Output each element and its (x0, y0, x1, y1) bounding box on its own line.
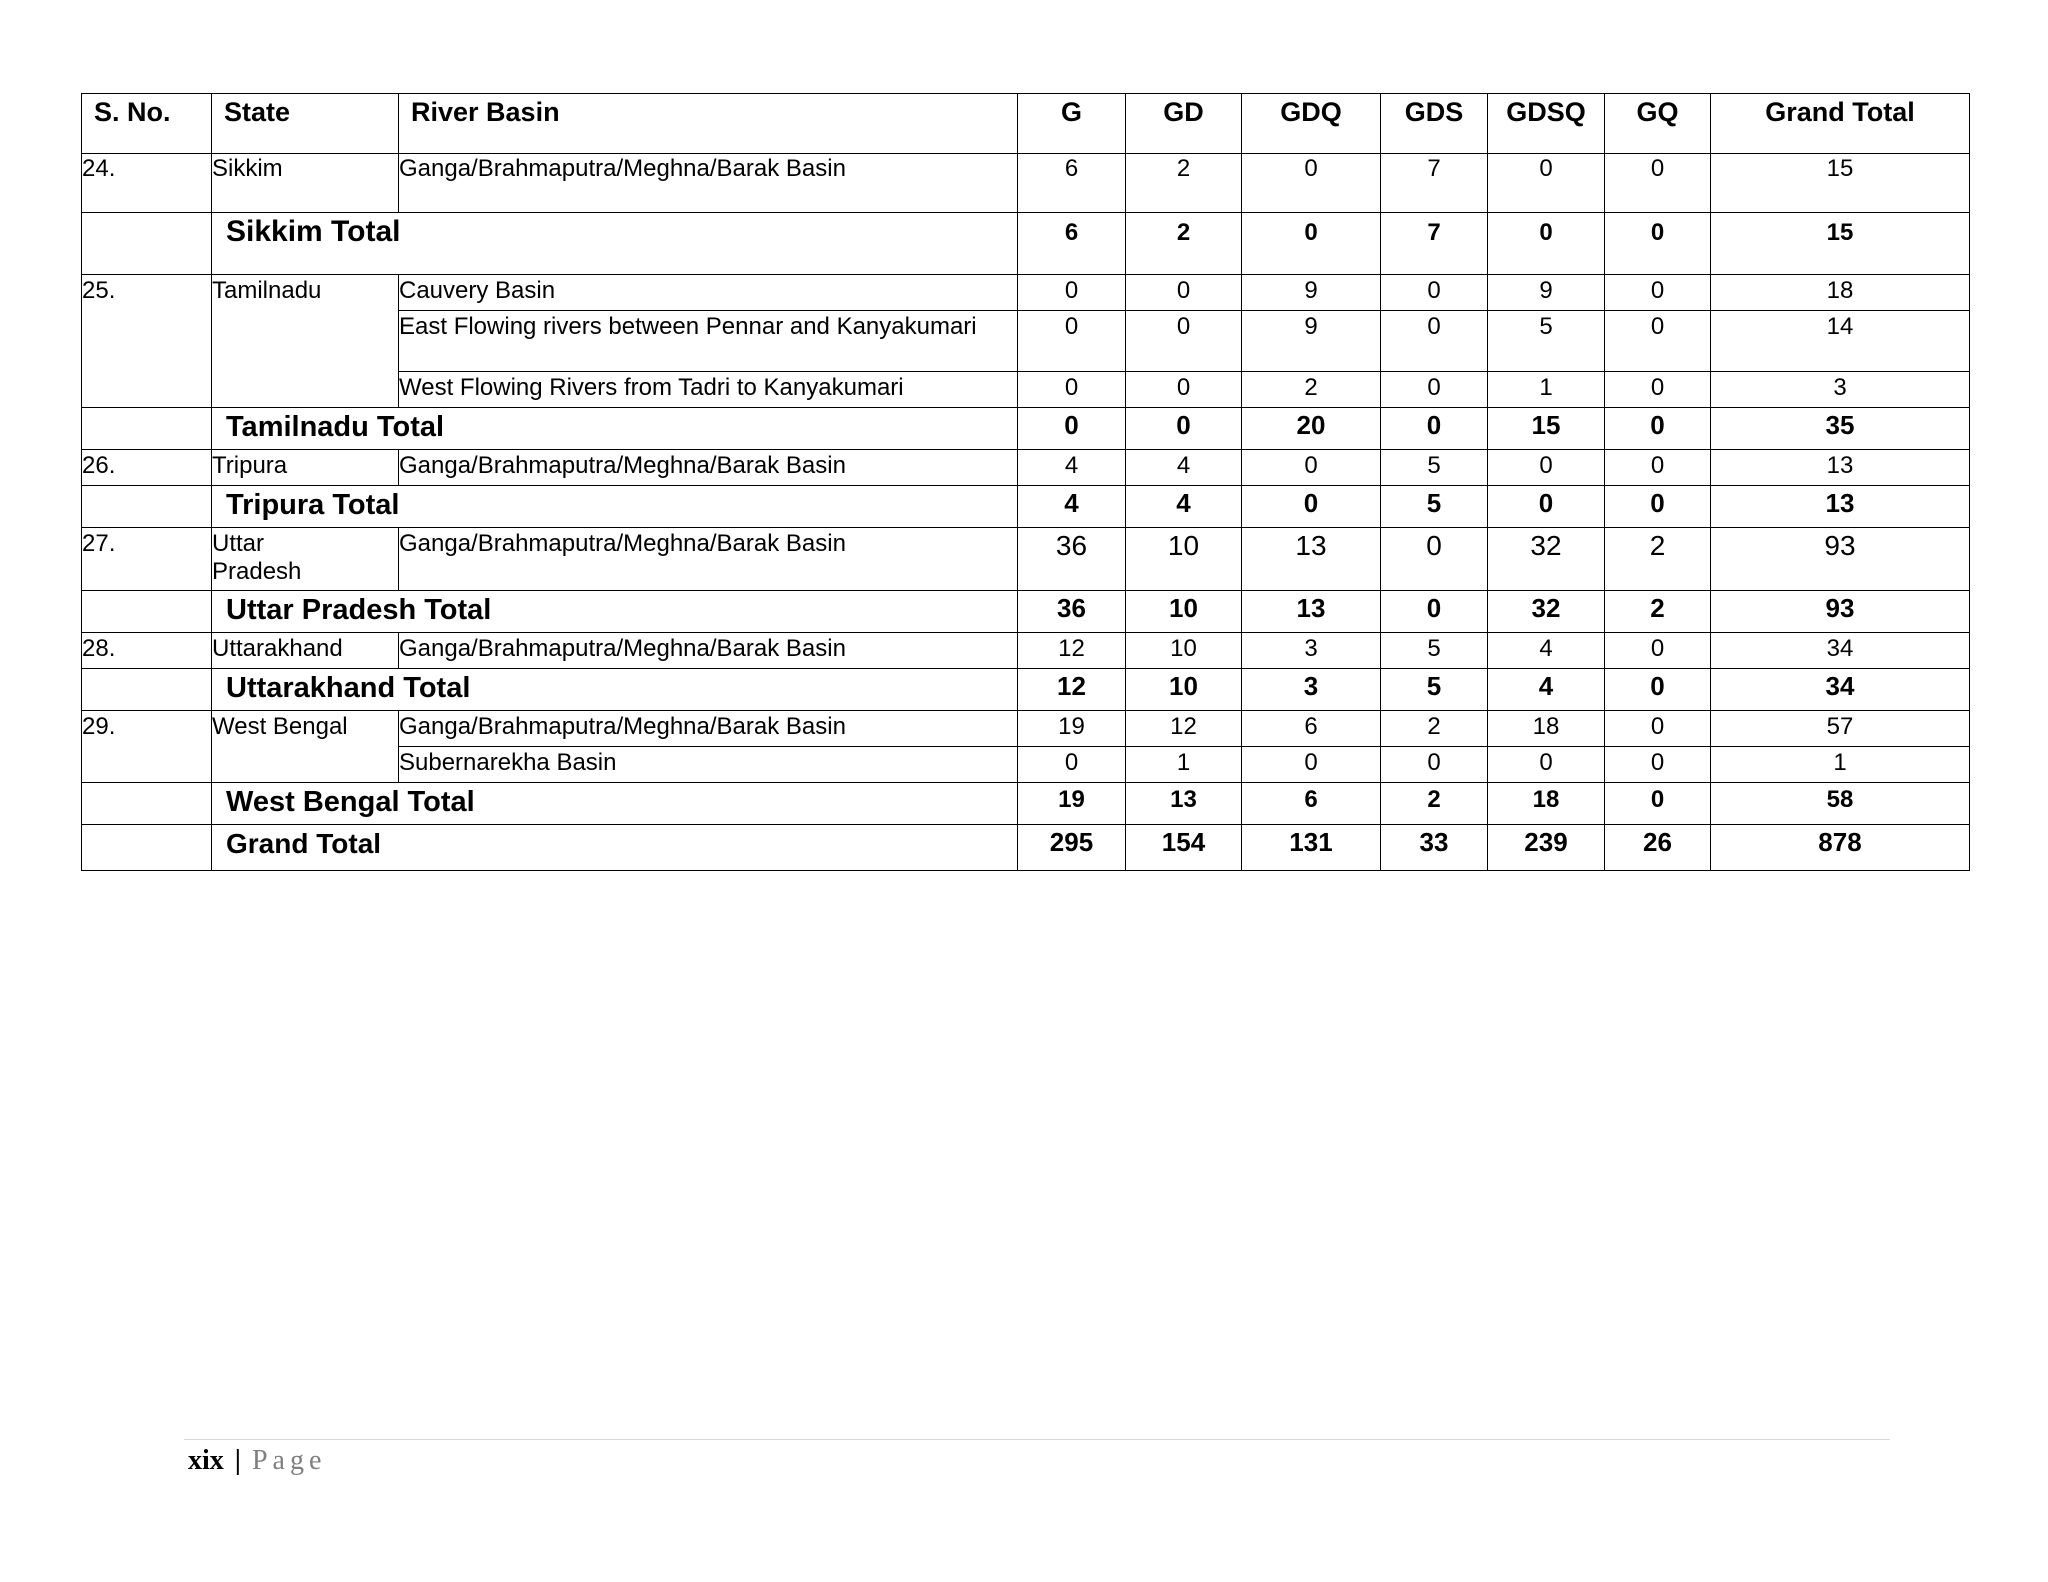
value-gdsq: 0 (1488, 154, 1605, 213)
value-g: 6 (1018, 213, 1126, 275)
value-gq: 0 (1605, 408, 1711, 450)
river-basin-table (81, 93, 1970, 871)
value-grand-total: 93 (1711, 591, 1970, 633)
value-gdq: 0 (1242, 747, 1381, 783)
state-cell: West Bengal (212, 711, 399, 783)
sno-cell: 25. (82, 275, 212, 408)
value-gq: 2 (1605, 528, 1711, 591)
sno-cell-empty (82, 591, 212, 633)
value-grand-total: 34 (1711, 669, 1970, 711)
total-label: Tripura Total (212, 486, 1018, 528)
value-gds: 5 (1381, 633, 1488, 669)
value-gdsq: 239 (1488, 825, 1605, 871)
value-gd: 1 (1126, 747, 1242, 783)
sno-cell-empty (82, 669, 212, 711)
value-gds: 0 (1381, 528, 1488, 591)
header-gd: GD (1126, 94, 1242, 154)
value-g: 0 (1018, 747, 1126, 783)
grand-total-label: Grand Total (212, 825, 1018, 871)
value-gdsq: 32 (1488, 591, 1605, 633)
state-cell: Tamilnadu (212, 275, 399, 408)
value-gd: 4 (1126, 486, 1242, 528)
sno-cell: 28. (82, 633, 212, 669)
value-gd: 10 (1126, 591, 1242, 633)
value-gdsq: 4 (1488, 633, 1605, 669)
value-gdq: 9 (1242, 311, 1381, 372)
value-gdsq: 4 (1488, 669, 1605, 711)
value-g: 0 (1018, 311, 1126, 372)
value-gd: 0 (1126, 372, 1242, 408)
value-gdq: 3 (1242, 669, 1381, 711)
total-label: West Bengal Total (212, 783, 1018, 825)
value-grand-total: 58 (1711, 783, 1970, 825)
value-g: 12 (1018, 669, 1126, 711)
footer-separator: | (234, 1445, 241, 1476)
value-grand-total: 878 (1711, 825, 1970, 871)
value-gds: 0 (1381, 591, 1488, 633)
value-grand-total: 3 (1711, 372, 1970, 408)
value-grand-total: 14 (1711, 311, 1970, 372)
value-gds: 2 (1381, 711, 1488, 747)
table-row (82, 633, 1970, 669)
header-g: G (1018, 94, 1126, 154)
value-gdsq: 32 (1488, 528, 1605, 591)
value-g: 0 (1018, 275, 1126, 311)
sno-cell: 26. (82, 450, 212, 486)
value-gq: 0 (1605, 372, 1711, 408)
state-total-row (82, 783, 1970, 825)
basin-cell: West Flowing Rivers from Tadri to Kanyakumari (399, 372, 1018, 408)
value-gdsq: 0 (1488, 450, 1605, 486)
value-gdsq: 15 (1488, 408, 1605, 450)
value-gq: 0 (1605, 275, 1711, 311)
value-gq: 2 (1605, 591, 1711, 633)
value-gq: 26 (1605, 825, 1711, 871)
value-gdq: 6 (1242, 711, 1381, 747)
value-grand-total: 35 (1711, 408, 1970, 450)
value-gdq: 131 (1242, 825, 1381, 871)
total-label: Uttarakhand Total (212, 669, 1018, 711)
table-header-row (82, 94, 1970, 154)
value-g: 19 (1018, 783, 1126, 825)
table-row (82, 450, 1970, 486)
header-state: State (212, 94, 399, 154)
value-gdsq: 0 (1488, 486, 1605, 528)
value-gdq: 6 (1242, 783, 1381, 825)
footer-divider (184, 1439, 1890, 1440)
value-gd: 0 (1126, 311, 1242, 372)
grand-total-row (82, 825, 1970, 871)
header-gdsq: GDSQ (1488, 94, 1605, 154)
value-gd: 2 (1126, 154, 1242, 213)
value-gd: 2 (1126, 213, 1242, 275)
value-grand-total: 57 (1711, 711, 1970, 747)
value-gds: 2 (1381, 783, 1488, 825)
value-gds: 0 (1381, 747, 1488, 783)
value-grand-total: 13 (1711, 486, 1970, 528)
sno-cell-empty (82, 213, 212, 275)
value-gdsq: 18 (1488, 711, 1605, 747)
page-footer (188, 1444, 326, 1478)
state-total-row (82, 669, 1970, 711)
basin-cell: Ganga/Brahmaputra/Meghna/Barak Basin (399, 711, 1018, 747)
state-total-row (82, 486, 1970, 528)
value-grand-total: 15 (1711, 154, 1970, 213)
value-g: 19 (1018, 711, 1126, 747)
value-gdsq: 0 (1488, 213, 1605, 275)
value-gd: 10 (1126, 528, 1242, 591)
header-grand-total: Grand Total (1711, 94, 1970, 154)
basin-cell: Cauvery Basin (399, 275, 1018, 311)
sno-cell-empty (82, 486, 212, 528)
basin-cell: East Flowing rivers between Pennar and Kanyakumari (399, 311, 1018, 372)
value-grand-total: 13 (1711, 450, 1970, 486)
value-gq: 0 (1605, 154, 1711, 213)
value-gq: 0 (1605, 633, 1711, 669)
value-gds: 33 (1381, 825, 1488, 871)
value-gds: 7 (1381, 154, 1488, 213)
value-gq: 0 (1605, 669, 1711, 711)
value-gq: 0 (1605, 711, 1711, 747)
value-gd: 12 (1126, 711, 1242, 747)
value-gdq: 0 (1242, 486, 1381, 528)
sno-cell-empty (82, 783, 212, 825)
total-label: Uttar Pradesh Total (212, 591, 1018, 633)
sno-cell-empty (82, 408, 212, 450)
value-gdq: 13 (1242, 528, 1381, 591)
value-grand-total: 34 (1711, 633, 1970, 669)
state-cell: Sikkim (212, 154, 399, 213)
value-gd: 4 (1126, 450, 1242, 486)
value-gd: 0 (1126, 275, 1242, 311)
value-gdq: 13 (1242, 591, 1381, 633)
table-row (82, 154, 1970, 213)
value-g: 36 (1018, 591, 1126, 633)
value-gdq: 20 (1242, 408, 1381, 450)
value-gdq: 0 (1242, 154, 1381, 213)
value-g: 36 (1018, 528, 1126, 591)
value-gds: 7 (1381, 213, 1488, 275)
value-gq: 0 (1605, 213, 1711, 275)
value-gdq: 3 (1242, 633, 1381, 669)
value-gds: 0 (1381, 408, 1488, 450)
value-gds: 0 (1381, 311, 1488, 372)
total-label: Sikkim Total (212, 213, 1018, 275)
value-gq: 0 (1605, 783, 1711, 825)
basin-cell: Ganga/Brahmaputra/Meghna/Barak Basin (399, 528, 1018, 591)
value-gdsq: 1 (1488, 372, 1605, 408)
value-gdsq: 9 (1488, 275, 1605, 311)
value-g: 0 (1018, 372, 1126, 408)
value-grand-total: 15 (1711, 213, 1970, 275)
value-gdq: 0 (1242, 450, 1381, 486)
basin-cell: Ganga/Brahmaputra/Meghna/Barak Basin (399, 450, 1018, 486)
basin-cell: Subernarekha Basin (399, 747, 1018, 783)
value-gds: 5 (1381, 486, 1488, 528)
value-gd: 13 (1126, 783, 1242, 825)
value-g: 4 (1018, 450, 1126, 486)
value-gds: 5 (1381, 450, 1488, 486)
value-gds: 0 (1381, 275, 1488, 311)
sno-cell-empty (82, 825, 212, 871)
header-river-basin: River Basin (399, 94, 1018, 154)
table-row (82, 528, 1970, 591)
value-gd: 0 (1126, 408, 1242, 450)
value-gds: 0 (1381, 372, 1488, 408)
table-row (82, 711, 1970, 747)
total-label: Tamilnadu Total (212, 408, 1018, 450)
value-gds: 5 (1381, 669, 1488, 711)
page-label: Page (251, 1445, 327, 1476)
value-gdsq: 18 (1488, 783, 1605, 825)
value-gq: 0 (1605, 747, 1711, 783)
basin-cell: Ganga/Brahmaputra/Meghna/Barak Basin (399, 154, 1018, 213)
sno-cell: 29. (82, 711, 212, 783)
header-gds: GDS (1381, 94, 1488, 154)
value-g: 295 (1018, 825, 1126, 871)
state-total-row (82, 408, 1970, 450)
state-cell: Tripura (212, 450, 399, 486)
sno-cell: 27. (82, 528, 212, 591)
value-gd: 10 (1126, 633, 1242, 669)
state-cell: Uttar Pradesh (212, 528, 399, 591)
value-gdq: 0 (1242, 213, 1381, 275)
value-gq: 0 (1605, 311, 1711, 372)
value-g: 12 (1018, 633, 1126, 669)
value-gdsq: 0 (1488, 747, 1605, 783)
state-cell: Uttarakhand (212, 633, 399, 669)
state-total-row (82, 213, 1970, 275)
sno-cell: 24. (82, 154, 212, 213)
value-gd: 154 (1126, 825, 1242, 871)
value-gdq: 2 (1242, 372, 1381, 408)
basin-cell: Ganga/Brahmaputra/Meghna/Barak Basin (399, 633, 1018, 669)
value-g: 0 (1018, 408, 1126, 450)
value-gdsq: 5 (1488, 311, 1605, 372)
value-gq: 0 (1605, 486, 1711, 528)
state-total-row (82, 591, 1970, 633)
value-grand-total: 1 (1711, 747, 1970, 783)
value-gd: 10 (1126, 669, 1242, 711)
value-grand-total: 18 (1711, 275, 1970, 311)
value-gdq: 9 (1242, 275, 1381, 311)
table-row (82, 275, 1970, 311)
header-sno: S. No. (82, 94, 212, 154)
header-gq: GQ (1605, 94, 1711, 154)
page-number: xix (188, 1445, 224, 1476)
header-gdq: GDQ (1242, 94, 1381, 154)
value-gq: 0 (1605, 450, 1711, 486)
value-g: 4 (1018, 486, 1126, 528)
value-g: 6 (1018, 154, 1126, 213)
value-grand-total: 93 (1711, 528, 1970, 591)
